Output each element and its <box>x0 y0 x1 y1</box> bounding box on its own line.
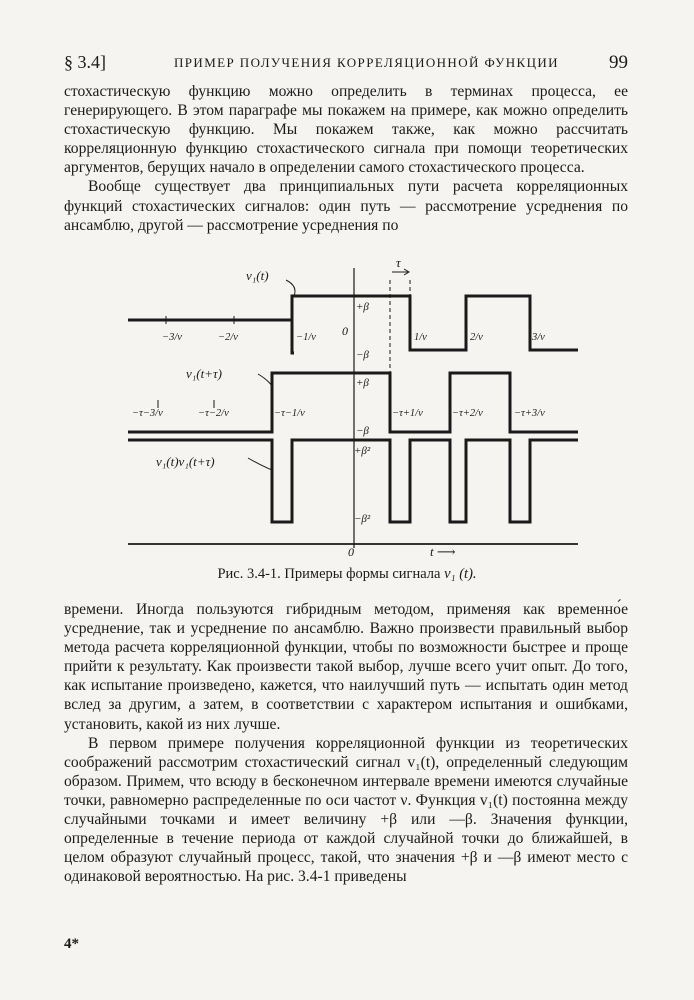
zero-time: 0 <box>348 545 354 558</box>
minus-beta-row1: −β <box>356 349 369 361</box>
caption-text: Рис. 3.4-1. Примеры формы сигнала <box>217 566 441 582</box>
tick-label: −2/ν <box>218 332 238 343</box>
tick-label: 3/ν <box>532 332 545 343</box>
paragraph: времени. Иногда пользуются гибридным методом, применяя как временно́е усреднение, так и усреднение по ансамблю. Важно произвести правильный выбор метода расчета корреляционной функции, чтобы по возможности быстрее и проще прийти к результату. Как произвести такой выбор, лучше всего учит опыт. До того, как испытание произведено, кажется, что наилучший путь — испытать один метод вслед за другим, а затем, в соответствии с характером испытания и ошибками, установить, какой из них лучше. <box>64 601 628 733</box>
running-title: ПРИМЕР ПОЛУЧЕНИЯ КОРРЕЛЯЦИОННОЙ ФУНКЦИИ <box>174 55 559 70</box>
tick-label: −τ+1/ν <box>392 408 423 419</box>
tick-label: −τ+2/ν <box>452 408 483 419</box>
paragraph: Вообще существует два принципиальных пути расчета корреляционных функций стохастических сигналов: один путь — рассмотрение усреднения по ансамблю, другой — рассмотрение усреднения по <box>64 178 628 234</box>
tick-label: −τ+3/ν <box>514 408 545 419</box>
section-number: § 3.4] <box>64 52 106 72</box>
text-block-top <box>64 82 628 235</box>
minus-beta-sq: −β² <box>354 513 371 525</box>
label-v1: v₁(t) <box>246 268 269 283</box>
figure-caption <box>0 566 694 583</box>
tick-label: −3/ν <box>162 332 182 343</box>
plus-beta-row1: +β <box>356 301 369 313</box>
zero-row1: 0 <box>342 324 348 338</box>
text-block-bottom <box>64 600 628 886</box>
plus-beta-row2: +β <box>356 377 369 389</box>
label-product: v₁(t)v₁(t+τ) <box>156 454 215 469</box>
v1-shifted-waveform <box>128 373 578 432</box>
v1-waveform <box>128 296 578 353</box>
tick-label: −τ−3/ν <box>132 408 163 419</box>
tick-label: 2/ν <box>470 332 483 343</box>
page-header <box>64 52 628 72</box>
product-waveform <box>128 440 578 522</box>
minus-beta-row2: −β <box>356 425 369 437</box>
tick-label: 1/ν <box>414 332 427 343</box>
tau-label: τ <box>396 258 401 270</box>
signal-waveform-figure <box>118 258 588 558</box>
plus-beta-sq: +β² <box>354 445 371 457</box>
label-v1-shift: v₁(t+τ) <box>186 366 222 381</box>
paragraph: стохастическую функцию можно определить в терминах процесса, ее генерирующего. В этом параграфе мы покажем на примере, как можно определить стохастическую функцию. Мы покажем также, как можно рассчитать корреляционную функцию стохастического сигнала при помощи теоретических аргументов, берущих начало в определении самого стохастического процесса. <box>64 83 628 177</box>
signature-mark: 4* <box>64 936 79 952</box>
tick-label: −1/ν <box>296 332 316 343</box>
t-axis-label: t ⟶ <box>430 544 456 558</box>
page-number: 99 <box>609 52 628 73</box>
paragraph: В первом примере получения корреляционной функции из теоретических соображений рассмотрим стохастический сигнал v₁(t), определенный следующим образом. Примем, что всюду в бесконечном интервале времени имеются случайные точки, равномерно распределенные по оси частот ν. Функция v₁(t) постоянна между случайными точками и имеет величину +β или —β. Значения функции, определенные в течение периода от каждой случайной точки до ближайшей, в целом образуют случайный процесс, такой, что значения +β и —β имеют место с одинаковой вероятностью. На рис. 3.4-1 приведены <box>64 734 628 886</box>
tick-label: −τ−2/ν <box>198 408 229 419</box>
tick-label: −τ−1/ν <box>274 408 305 419</box>
caption-symbol: v₁ (t). <box>444 566 477 582</box>
